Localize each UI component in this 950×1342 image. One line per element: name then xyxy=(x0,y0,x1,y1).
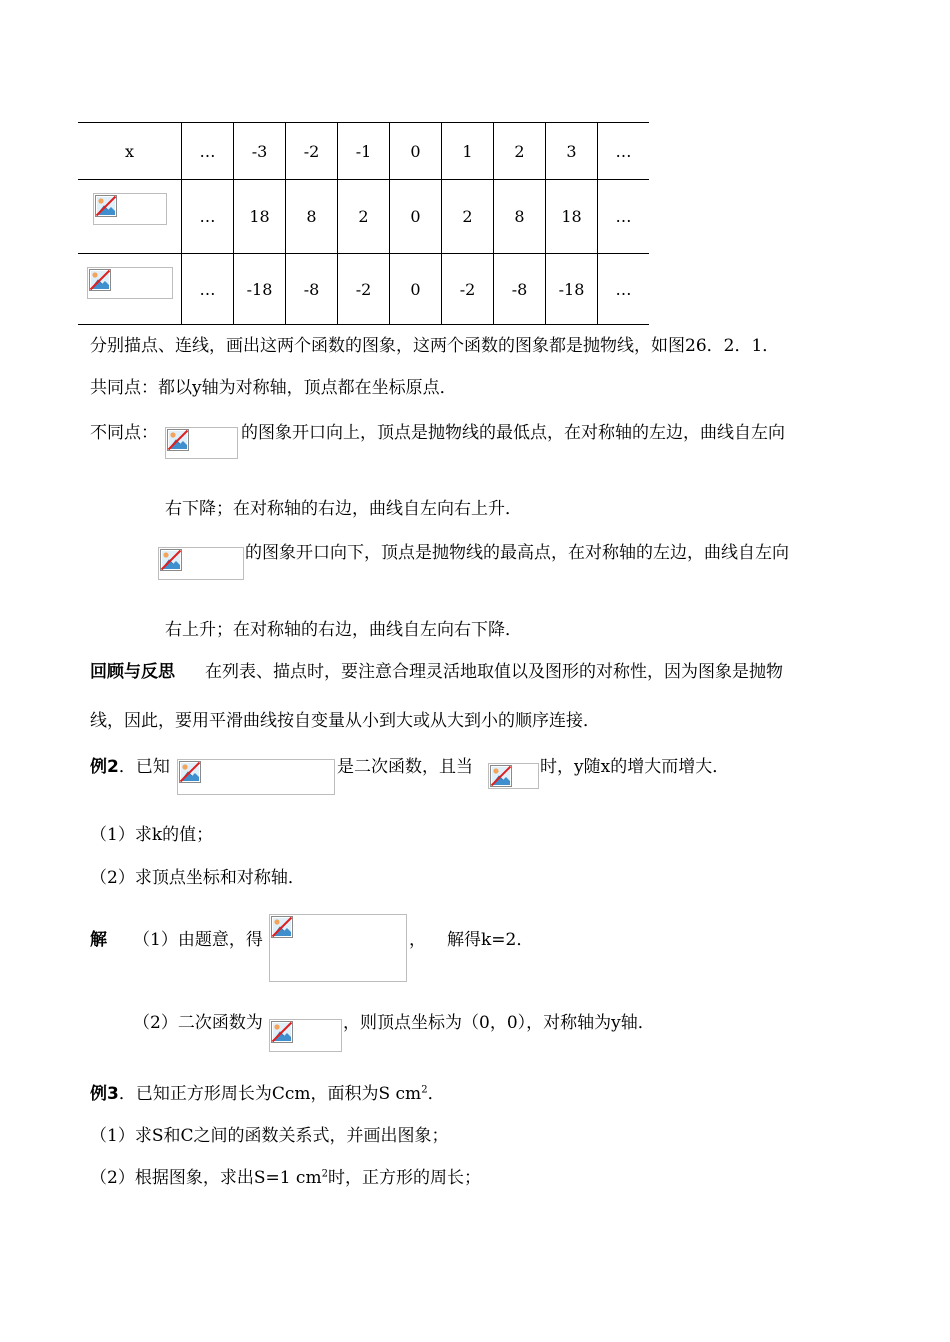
table-cell: … xyxy=(182,254,234,325)
review-paragraph xyxy=(90,662,175,682)
paragraph-graphs: 分别描点、连线，画出这两个函数的图象，这两个函数的图象都是抛物线，如图26．2．1． xyxy=(90,336,780,356)
table-row-x xyxy=(78,123,649,180)
review-text-cont: 线，因此，要用平滑曲线按自变量从小到大或从大到小的顺序连接． xyxy=(90,711,600,731)
table-cell: … xyxy=(182,180,234,254)
table-cell: 8 xyxy=(494,180,546,254)
solution-2-text: （2）二次函数为 xyxy=(133,1013,263,1033)
solution-1-comma: ， xyxy=(409,930,426,950)
table-cell: -3 xyxy=(234,123,286,180)
formula-image xyxy=(269,1019,342,1052)
table-cell: -1 xyxy=(338,123,390,180)
table-cell: 3 xyxy=(546,123,598,180)
superscript: 2 xyxy=(421,1084,428,1096)
formula-image xyxy=(165,427,238,459)
paragraph-diff-1: 的图象开口向上，顶点是抛物线的最低点，在对称轴的左边，曲线自左向 xyxy=(241,423,785,443)
example-3-end: ． xyxy=(427,1084,445,1104)
example-3-text: ．已知正方形周长为Ccm，面积为S cm xyxy=(118,1084,422,1104)
review-label: 回顾与反思 xyxy=(90,662,175,682)
table-cell: 0 xyxy=(390,180,442,254)
broken-image-icon xyxy=(89,269,111,291)
formula-image xyxy=(158,547,244,580)
table-cell: -8 xyxy=(286,254,338,325)
formula-image xyxy=(177,759,335,795)
table-cell: 2 xyxy=(338,180,390,254)
table-cell: -2 xyxy=(286,123,338,180)
example-2-label: 例2 xyxy=(90,757,119,777)
broken-image-icon xyxy=(167,429,189,451)
table-row-y1 xyxy=(78,180,649,254)
example-3-heading xyxy=(90,1084,445,1104)
table-row-y2 xyxy=(78,254,649,325)
formula-image xyxy=(87,267,173,299)
formula-image xyxy=(93,193,167,225)
table-cell: 18 xyxy=(546,180,598,254)
table-cell: 1 xyxy=(442,123,494,180)
table-cell: 18 xyxy=(234,180,286,254)
paragraph-diff-2-cont: 右上升；在对称轴的右边，曲线自左向右下降． xyxy=(165,620,522,640)
paragraph-diff-label: 不同点： xyxy=(90,423,158,443)
table-cell-formula xyxy=(78,254,182,325)
paragraph-common: 共同点：都以y轴为对称轴，顶点都在坐标原点． xyxy=(90,378,457,398)
values-table xyxy=(78,122,649,325)
broken-image-icon xyxy=(95,195,117,217)
table-cell: 8 xyxy=(286,180,338,254)
solution-2-text-2: ，则顶点坐标为（0，0），对称轴为y轴． xyxy=(343,1013,655,1033)
example-3-label: 例3 xyxy=(90,1084,119,1104)
example-3-q2-end: 时，正方形的周长； xyxy=(327,1168,481,1188)
table-cell-formula xyxy=(78,180,182,254)
table-cell: -2 xyxy=(442,254,494,325)
broken-image-icon xyxy=(160,549,182,571)
example-2-heading xyxy=(90,757,170,777)
table-cell: 2 xyxy=(442,180,494,254)
table-cell: -18 xyxy=(546,254,598,325)
example-2-text-3: 时，y随x的增大而增大． xyxy=(540,757,730,777)
example-2-question-1: （1）求k的值； xyxy=(90,825,214,845)
broken-image-icon xyxy=(490,765,512,787)
table-cell: 0 xyxy=(390,254,442,325)
example-2-question-2: （2）求顶点坐标和对称轴． xyxy=(90,868,305,888)
solution-label: 解 xyxy=(90,930,107,950)
paragraph-diff-2: 的图象开口向下，顶点是抛物线的最高点，在对称轴的左边，曲线自左向 xyxy=(245,543,789,563)
example-3-question-2 xyxy=(90,1168,481,1188)
solution-label-wrap xyxy=(90,930,107,950)
table-cell: -18 xyxy=(234,254,286,325)
broken-image-icon xyxy=(271,1021,293,1043)
example-3-question-1: （1）求S和C之间的函数关系式，并画出图象； xyxy=(90,1126,449,1146)
superscript: 2 xyxy=(321,1168,328,1180)
broken-image-icon xyxy=(271,916,293,938)
formula-image xyxy=(269,914,407,982)
table-cell: … xyxy=(598,254,650,325)
table-cell: … xyxy=(182,123,234,180)
table-cell: -8 xyxy=(494,254,546,325)
formula-image xyxy=(488,763,539,789)
paragraph-diff-1-cont: 右下降；在对称轴的右边，曲线自左向右上升． xyxy=(165,499,522,519)
table-cell: … xyxy=(598,123,650,180)
table-cell: 0 xyxy=(390,123,442,180)
table-cell: -2 xyxy=(338,254,390,325)
review-text: 在列表、描点时，要注意合理灵活地取值以及图形的对称性，因为图象是抛物 xyxy=(205,662,783,682)
table-cell: x xyxy=(78,123,182,180)
table-cell: … xyxy=(598,180,650,254)
broken-image-icon xyxy=(179,761,201,783)
example-3-q2-text: （2）根据图象，求出S=1 cm xyxy=(90,1168,322,1188)
solution-1-result: 解得k=2． xyxy=(447,930,534,950)
example-2-text: ．已知 xyxy=(118,757,170,777)
solution-1-text: （1）由题意，得 xyxy=(133,930,263,950)
table-cell: 2 xyxy=(494,123,546,180)
example-2-text-2: 是二次函数，且当 xyxy=(337,757,473,777)
